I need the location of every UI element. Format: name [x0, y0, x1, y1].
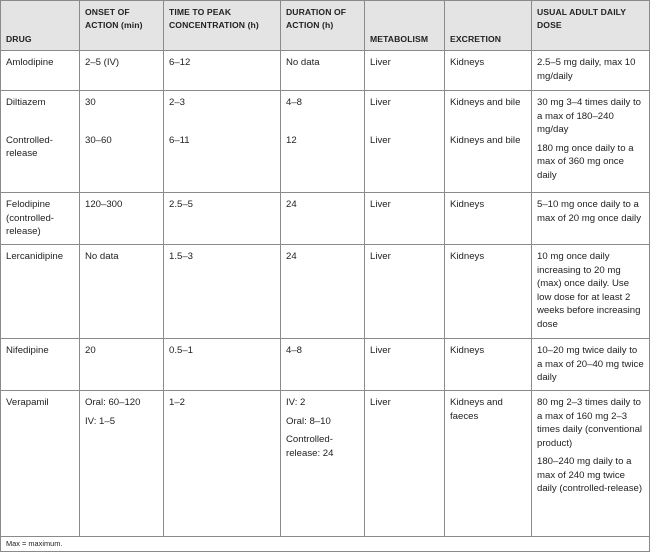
- cell-excretion: Kidneys: [445, 193, 532, 245]
- cell-dose: 2.5–5 mg daily, max 10 mg/daily: [532, 51, 650, 91]
- cell-drug: Lercanidipine: [1, 245, 80, 339]
- cell-metabolism: Liver: [365, 193, 445, 245]
- header-peak: TIME TO PEAK CONCENTRATION (h): [164, 1, 281, 51]
- onset-value: 30: [85, 97, 96, 108]
- cell-excretion: Kidneys: [445, 245, 532, 339]
- dose-controlled-value: 180–240 mg daily to a max of 240 mg twice daily (controlled-release): [537, 456, 643, 494]
- duration-value: 4–8: [286, 97, 303, 108]
- cell-excretion: Kidneys and faeces: [445, 391, 532, 537]
- header-dose: USUAL ADULT DAILY DOSE: [532, 1, 650, 51]
- cell-peak: 6–12: [164, 51, 281, 91]
- drug-name: Diltiazem: [6, 97, 46, 108]
- cell-dose: 5–10 mg once daily to a max of 20 mg once daily: [532, 193, 650, 245]
- metabolism-value: Liver: [370, 97, 391, 108]
- duration-controlled-value: Controlled-release: 24: [286, 434, 334, 459]
- cell-onset: No data: [80, 245, 164, 339]
- duration-iv-value: IV: 2: [286, 397, 306, 408]
- table-row: [1, 339, 650, 391]
- cell-duration: 24: [281, 245, 365, 339]
- cell-excretion: [445, 91, 532, 193]
- cell-dose: [532, 91, 650, 193]
- cell-dose: [532, 391, 650, 537]
- peak-subtype-value: 6–11: [169, 134, 190, 146]
- onset-oral-value: Oral: 60–120: [85, 397, 141, 408]
- onset-iv-value: IV: 1–5: [85, 415, 116, 427]
- cell-onset: [80, 391, 164, 537]
- onset-subtype-value: 30–60: [85, 134, 112, 146]
- footnote: Max = maximum.: [1, 537, 650, 552]
- cell-onset: [80, 91, 164, 193]
- cell-peak: 0.5–1: [164, 339, 281, 391]
- cell-peak: 1–2: [164, 391, 281, 537]
- cell-drug: Verapamil: [1, 391, 80, 537]
- header-drug: DRUG: [1, 1, 80, 51]
- footnote-row: [1, 537, 650, 552]
- cell-onset: 2–5 (IV): [80, 51, 164, 91]
- table-row: [1, 245, 650, 339]
- dose-conventional-value: 80 mg 2–3 times daily to a max of 160 mg 2–3 times daily (conventional product): [537, 397, 643, 449]
- duration-oral-value: Oral: 8–10: [286, 415, 331, 427]
- excretion-value: Kidneys and bile: [450, 97, 521, 108]
- table-row: [1, 91, 650, 193]
- cell-excretion: Kidneys: [445, 51, 532, 91]
- header-duration: DURATION OF ACTION (h): [281, 1, 365, 51]
- cell-drug: Nifedipine: [1, 339, 80, 391]
- cell-peak: [164, 91, 281, 193]
- table-row: [1, 391, 650, 537]
- cell-metabolism: Liver: [365, 391, 445, 537]
- cell-drug: Felodipine (controlled-release): [1, 193, 80, 245]
- cell-excretion: Kidneys: [445, 339, 532, 391]
- duration-subtype-value: 12: [286, 134, 297, 146]
- header-metabolism: METABOLISM: [365, 1, 445, 51]
- cell-drug: Amlodipine: [1, 51, 80, 91]
- cell-dose: 10 mg once daily increasing to 20 mg (max) once daily. Use low dose for at least 2 weeks before increasing dose: [532, 245, 650, 339]
- dose-subtype-value: 180 mg once daily to a max of 360 mg once daily: [537, 142, 634, 181]
- cell-dose: 10–20 mg twice daily to a max of 20–40 mg twice daily: [532, 339, 650, 391]
- cell-metabolism: Liver: [365, 339, 445, 391]
- cell-onset: 120–300: [80, 193, 164, 245]
- cell-peak: 2.5–5: [164, 193, 281, 245]
- cell-onset: 20: [80, 339, 164, 391]
- table-row: [1, 193, 650, 245]
- table-row: [1, 51, 650, 91]
- header-excretion: EXCRETION: [445, 1, 532, 51]
- header-onset: ONSET OF ACTION (min): [80, 1, 164, 51]
- metabolism-subtype-value: Liver: [370, 134, 391, 146]
- excretion-subtype-value: Kidneys and bile: [450, 134, 521, 146]
- cell-duration: No data: [281, 51, 365, 91]
- cell-metabolism: Liver: [365, 51, 445, 91]
- drug-subtype: Controlled-release: [6, 134, 53, 159]
- dose-value: 30 mg 3–4 times daily to a max of 180–240 mg/day: [537, 97, 641, 135]
- cell-peak: 1.5–3: [164, 245, 281, 339]
- cell-duration: 24: [281, 193, 365, 245]
- cell-metabolism: [365, 91, 445, 193]
- header-row: [1, 1, 650, 51]
- cell-duration: 4–8: [281, 339, 365, 391]
- cell-drug: [1, 91, 80, 193]
- peak-value: 2–3: [169, 97, 186, 108]
- cell-duration: [281, 91, 365, 193]
- cell-duration: [281, 391, 365, 537]
- cell-metabolism: Liver: [365, 245, 445, 339]
